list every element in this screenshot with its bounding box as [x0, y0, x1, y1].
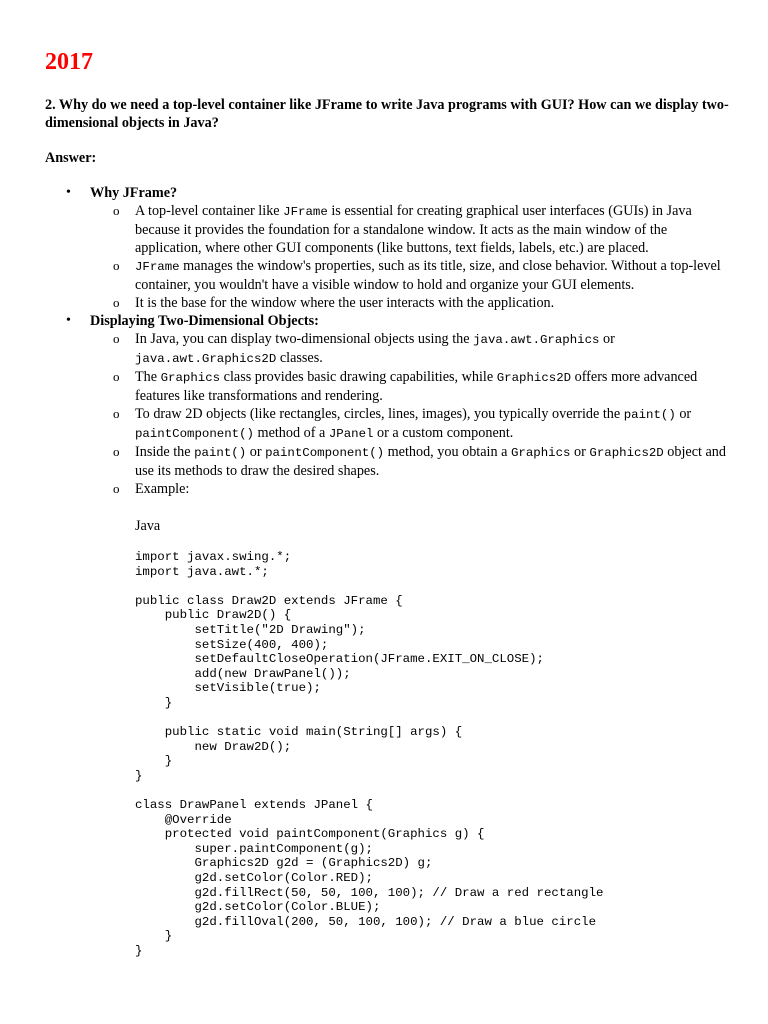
list-item-text	[135, 444, 726, 479]
inline-code: Graphics	[510, 446, 571, 460]
text-segment: manages the window's properties, such as its title, size, and close behavior. Without a top-level container, you wouldn't have a visible window to hold and organize your GUI elements.	[135, 258, 721, 293]
inline-code: JFrame	[135, 260, 180, 274]
list-item	[90, 330, 735, 368]
circle-bullet-icon: o	[113, 444, 120, 459]
text-segment: or	[599, 331, 615, 347]
section-why-jframe	[45, 184, 735, 312]
bullet-icon: •	[66, 185, 71, 200]
answer-label: Answer:	[45, 150, 97, 166]
inline-code: java.awt.Graphics2D	[135, 352, 277, 366]
code-block: import javax.swing.*; import java.awt.*; public class Draw2D extends JFrame { public Draw2D() { setTitle("2D Drawing"); setSize(400, 400); setDefaultCloseOperation(JFrame.EXIT_ON_CLOSE); add(new DrawPanel()); setVisible(true); } public static void main(String[] args) { new Draw2D(); } } class DrawPanel extends JPanel { @Override protected void paintComponent(Graphics g) { super.paintComponent(g); Graphics2D g2d = (Graphics2D) g; g2d.setColor(Color.RED); g2d.fillRect(50, 50, 100, 100); // Draw a red rectangle g2d.setColor(Color.BLUE); g2d.fillOval(200, 50, 100, 100); // Draw a blue circle } }	[135, 550, 604, 959]
circle-bullet-icon: o	[113, 481, 120, 496]
text-segment: classes.	[276, 350, 323, 366]
text-segment: The	[135, 369, 161, 385]
bullet-icon: •	[66, 313, 71, 328]
text-segment: method, you obtain a	[384, 444, 511, 460]
inline-code: paint()	[623, 408, 676, 422]
text-segment: A top-level container like	[135, 203, 284, 219]
year-heading: 2017	[45, 49, 93, 75]
circle-bullet-icon: o	[113, 369, 120, 384]
inline-code: Graphics2D	[496, 371, 572, 385]
question-text: 2. Why do we need a top-level container like JFrame to write Java programs with GUI? How can we display two-dimensional objects in Java?	[45, 97, 729, 131]
inline-code: Graphics	[160, 371, 221, 385]
list-item-text	[135, 295, 554, 311]
inline-code: JPanel	[328, 427, 374, 441]
inline-code: Graphics2D	[589, 446, 664, 460]
text-segment: Inside the	[135, 444, 195, 460]
text-segment: It is the base for the window where the user interacts with the application.	[135, 295, 555, 311]
circle-bullet-icon: o	[113, 203, 120, 218]
circle-bullet-icon: o	[113, 406, 120, 421]
list-item	[90, 202, 735, 257]
list-item	[90, 368, 735, 405]
list-item-text	[135, 406, 691, 441]
circle-bullet-icon: o	[113, 331, 120, 346]
circle-bullet-icon: o	[113, 295, 120, 310]
text-segment: is essential for creating graphical user interfaces (GUIs) in Java because it provides the foundation for a standalone window. It acts as the main window of the application, where other GUI components (like buttons, text fields, labels, etc.) are placed.	[135, 203, 692, 256]
inline-code: paintComponent()	[265, 446, 385, 460]
inline-code: JFrame	[283, 205, 328, 219]
text-segment: or	[675, 406, 692, 422]
list-item	[90, 294, 735, 312]
code-language-label: Java	[135, 518, 161, 534]
text-segment: Example:	[135, 481, 190, 497]
section-title: Displaying Two-Dimensional Objects:	[90, 313, 319, 329]
inline-code: paintComponent()	[135, 427, 254, 441]
text-segment: or	[246, 444, 266, 460]
text-segment: object and use its methods to draw the desired shapes.	[135, 444, 726, 479]
text-segment: or	[570, 444, 590, 460]
section-displaying-2d	[45, 312, 735, 959]
list-item-text	[135, 481, 189, 497]
inline-code: java.awt.Graphics	[473, 333, 600, 347]
sub-list	[90, 330, 735, 959]
list-item	[90, 257, 735, 294]
answer-list	[45, 184, 735, 959]
text-segment: offers more advanced features like transformations and rendering.	[135, 369, 698, 404]
section-title: Why JFrame?	[90, 185, 178, 201]
text-segment: class provides basic drawing capabilities, while	[220, 369, 497, 385]
inline-code: paint()	[194, 446, 247, 460]
list-item	[90, 405, 735, 443]
text-segment: To draw 2D objects (like rectangles, circles, lines, images), you typically override the	[135, 406, 624, 422]
circle-bullet-icon: o	[113, 258, 120, 273]
list-item	[90, 443, 735, 480]
document-page	[45, 44, 735, 959]
text-segment: or a custom component.	[373, 425, 514, 441]
list-item-text	[135, 331, 615, 366]
list-item-text	[135, 203, 692, 256]
list-item-text	[135, 258, 721, 293]
text-segment: method of a	[253, 425, 329, 441]
list-item-text	[135, 369, 697, 404]
list-item-example	[90, 480, 735, 959]
text-segment: In Java, you can display two-dimensional objects using the	[135, 331, 474, 347]
sub-list	[90, 202, 735, 312]
